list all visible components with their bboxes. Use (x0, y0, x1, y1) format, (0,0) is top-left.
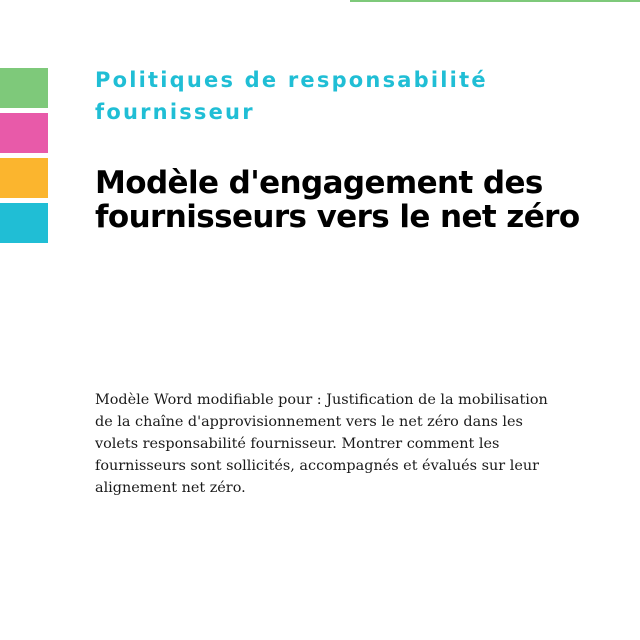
top-accent-line (350, 0, 640, 2)
document-description: Modèle Word modifiable pour : Justification de la mobilisation de la chaîne d'approvisionnement vers le net zéro dans les volets responsabilité fournisseur. Montrer comment les fournisseurs sont sollicités, accompagnés et évalués sur leur alignement net zéro. (95, 392, 548, 496)
document-title: Modèle d'engagement des fournisseurs vers le net zéro (95, 165, 580, 235)
cyan-color-block (0, 203, 48, 243)
green-color-block (0, 68, 48, 108)
category-heading: Politiques de responsabilité fournisseur (95, 68, 488, 124)
orange-color-block (0, 158, 48, 198)
pink-color-block (0, 113, 48, 153)
